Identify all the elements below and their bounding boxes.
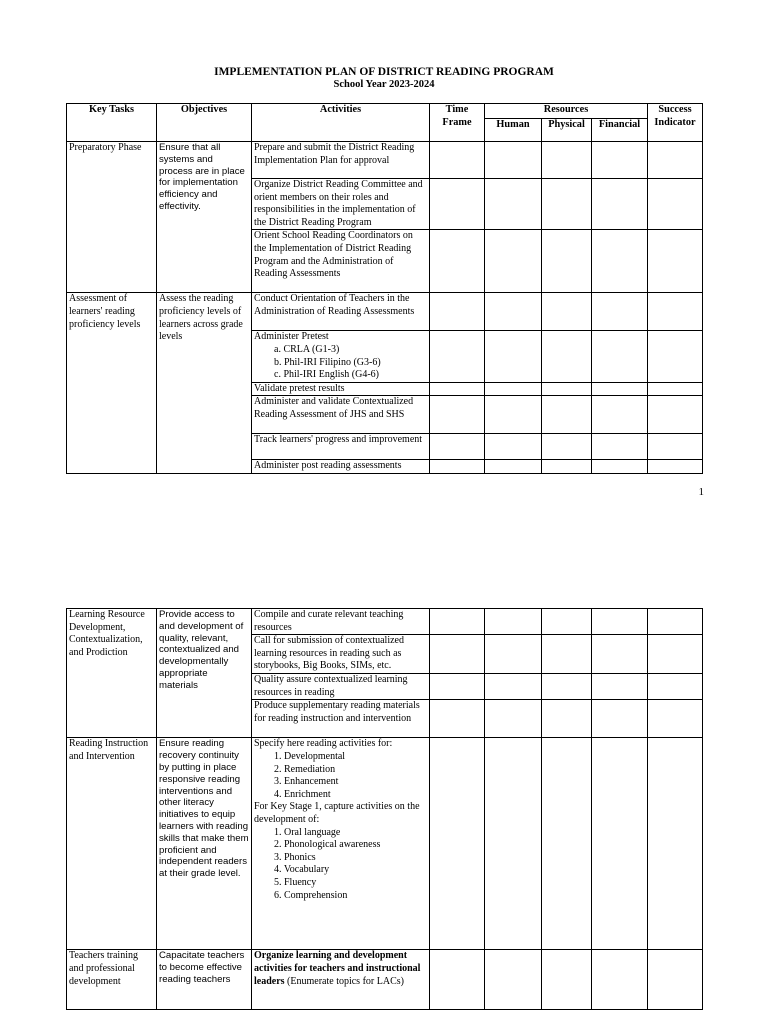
page-number: 1 <box>698 486 704 498</box>
activity-cell: Compile and curate relevant teaching resources <box>252 609 430 635</box>
activity-cell: Validate pretest results <box>252 382 430 396</box>
list-item: b. Phil-IRI Filipino (G3-6) <box>274 356 381 368</box>
training-activity-note: (Enumerate topics for LACs) <box>284 975 404 987</box>
plan-table-page-2 <box>66 608 703 1010</box>
table-row <box>67 609 703 635</box>
list-item: a. CRLA (G1-3) <box>274 343 340 355</box>
key-stage-intro: For Key Stage 1, capture activities on the development of: <box>254 801 420 825</box>
objective-cell: Capacitate teachers to become effective reading teachers <box>157 950 252 1010</box>
header-resources: Resources <box>485 104 648 119</box>
pretest-label: Administer Pretest <box>254 331 329 343</box>
table-row <box>67 142 703 179</box>
list-item: 6. Comprehension <box>274 889 348 901</box>
activity-cell: Track learners' progress and improvement <box>252 434 430 460</box>
table-row <box>67 293 703 331</box>
objective-cell: Provide access to and development of quality, relevant, contextualized and developmentally appropriate materials <box>157 609 252 738</box>
list-item: 1. Developmental <box>274 750 346 762</box>
header-key-tasks: Key Tasks <box>67 104 157 142</box>
key-task-cell: Teachers training and professional development <box>67 950 157 1010</box>
activity-cell: Administer post reading assessments <box>252 460 430 474</box>
key-task-cell: Assessment of learners' reading proficiency levels <box>67 293 157 474</box>
activity-cell <box>252 950 430 1010</box>
activity-cell: Organize District Reading Committee and orient members on their roles and responsibilities in the implementation of the District Reading Program <box>252 179 430 230</box>
activity-cell: Call for submission of contextualized learning resources in reading such as storybooks, Big Books, SIMs, etc. <box>252 635 430 674</box>
header-objectives: Objectives <box>157 104 252 142</box>
list-item: 3. Enhancement <box>274 776 339 788</box>
activity-cell: Produce supplementary reading materials for reading instruction and intervention <box>252 700 430 738</box>
activity-cell <box>252 738 430 950</box>
activity-cell: Prepare and submit the District Reading Implementation Plan for approval <box>252 142 430 179</box>
document-title: IMPLEMENTATION PLAN OF DISTRICT READING PROGRAM <box>214 66 554 78</box>
header-time-frame: Time Frame <box>430 104 485 142</box>
activity-cell: Administer and validate Contextualized Reading Assessment of JHS and SHS <box>252 396 430 434</box>
table-row <box>67 738 703 950</box>
list-item: 2. Phonological awareness <box>274 839 381 851</box>
activity-cell <box>252 331 430 382</box>
reading-activities-intro: Specify here reading activities for: <box>254 738 393 750</box>
activity-cell: Conduct Orientation of Teachers in the Administration of Reading Assessments <box>252 293 430 331</box>
pretest-list <box>254 344 427 382</box>
list-item: 2. Remediation <box>274 763 336 775</box>
key-task-cell: Reading Instruction and Intervention <box>67 738 157 950</box>
list-item: 4. Enrichment <box>274 788 331 800</box>
list-item: 4. Vocabulary <box>274 864 330 876</box>
activity-cell: Quality assure contextualized learning resources in reading <box>252 674 430 700</box>
header-success-indicator: Success Indicator <box>648 104 703 142</box>
list-item: 5. Fluency <box>274 876 317 888</box>
header-activities: Activities <box>252 104 430 142</box>
objective-cell: Ensure that all systems and process are in place for implementation efficiency and effectivity. <box>157 142 252 293</box>
key-task-cell: Preparatory Phase <box>67 142 157 293</box>
table-row <box>67 950 703 1010</box>
key-task-cell: Learning Resource Development, Contextualization, and Prodiction <box>67 609 157 738</box>
objective-cell: Assess the reading proficiency levels of learners across grade levels <box>157 293 252 474</box>
objective-cell: Ensure reading recovery continuity by putting in place responsive reading interventions and other literacy initiatives to equip learners with reading skills that make them proficient and independent readers at their grade level. <box>157 738 252 950</box>
list-item: 1. Oral language <box>274 826 341 838</box>
list-item: c. Phil-IRI English (G4-6) <box>274 369 379 381</box>
header-physical: Physical <box>542 119 592 142</box>
list-item: 3. Phonics <box>274 851 316 863</box>
header-financial: Financial <box>592 119 648 142</box>
key-stage-list <box>254 827 427 903</box>
activity-type-list <box>254 751 427 801</box>
activity-cell: Orient School Reading Coordinators on the Implementation of District Reading Program and the Administration of Reading Assessments <box>252 230 430 293</box>
plan-table-page-1 <box>66 103 703 474</box>
document-subtitle: School Year 2023-2024 <box>333 79 435 90</box>
training-activity-bold: Organize learning and development activities for teachers and instructional leaders <box>254 950 421 987</box>
header-human: Human <box>485 119 542 142</box>
